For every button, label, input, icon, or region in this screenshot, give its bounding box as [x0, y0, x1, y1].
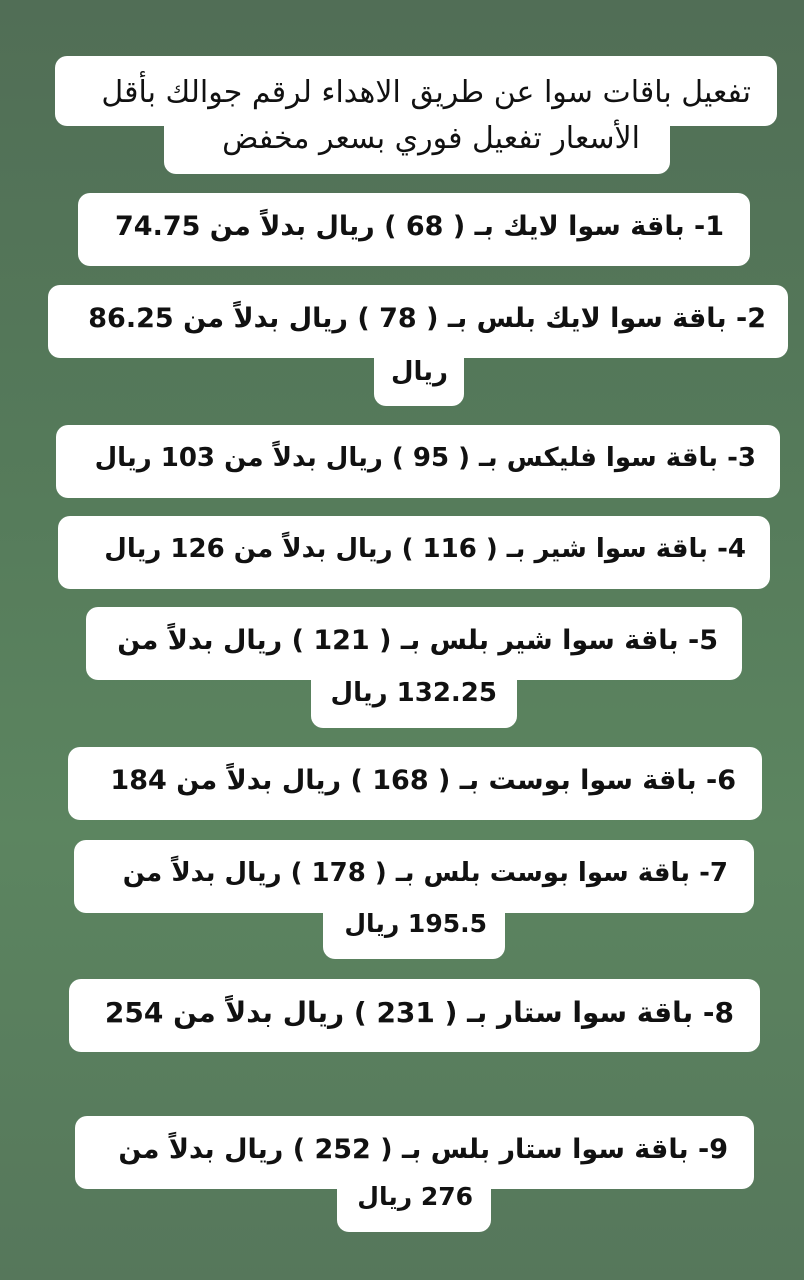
offer-row-4	[58, 516, 770, 589]
offer-7-text: 7- باقة سوا بوست بلس بـ ( 178 ) ريال بدلاً من	[122, 858, 728, 888]
offer-9-text: 9- باقة سوا ستار بلس بـ ( 252 ) ريال بدلاً من	[118, 1134, 728, 1165]
offer-6-text: 6- باقة سوا بوست بـ ( 168 ) ريال بدلاً من 184	[110, 765, 736, 796]
offer-4-text: 4- باقة سوا شير بـ ( 116 ) ريال بدلاً من 126 ريال	[104, 534, 746, 564]
title-line2: الأسعار تفعيل فوري بسعر مخفض	[222, 121, 640, 156]
offer-5-price-line2: 132.25 ريال	[330, 678, 497, 708]
offer-row-1	[78, 193, 750, 266]
offer-row-2-cont	[374, 345, 464, 406]
offer-5-text: 5- باقة سوا شير بلس بـ ( 121 ) ريال بدلاً من	[117, 625, 718, 656]
offer-row-8	[69, 979, 760, 1052]
offer-row-5-cont	[311, 666, 517, 728]
offer-row-7-cont	[323, 897, 505, 959]
offer-7-price-line2: 195.5 ريال	[344, 909, 487, 938]
offer-row-9-cont	[337, 1170, 491, 1232]
offer-row-3	[56, 425, 780, 498]
offer-8-text: 8- باقة سوا ستار بـ ( 231 ) ريال بدلاً من 254	[104, 996, 734, 1029]
offer-row-6	[68, 747, 762, 820]
offer-3-text: 3- باقة سوا فليكس بـ ( 95 ) ريال بدلاً من 103 ريال	[94, 443, 756, 473]
offer-2-text: 2- باقة سوا لايك بلس بـ ( 78 ) ريال بدلاً من 86.25	[88, 303, 766, 334]
offer-2-currency: ريال	[390, 357, 448, 387]
title-box-line2	[164, 110, 670, 174]
offer-1-text: 1- باقة سوا لايك بـ ( 68 ) ريال بدلاً من 74.75	[115, 211, 724, 242]
title-line1: تفعيل باقات سوا عن طريق الاهداء لرقم جوالك بأقل	[101, 75, 751, 110]
offer-9-price-line2: 276 ريال	[357, 1182, 473, 1211]
